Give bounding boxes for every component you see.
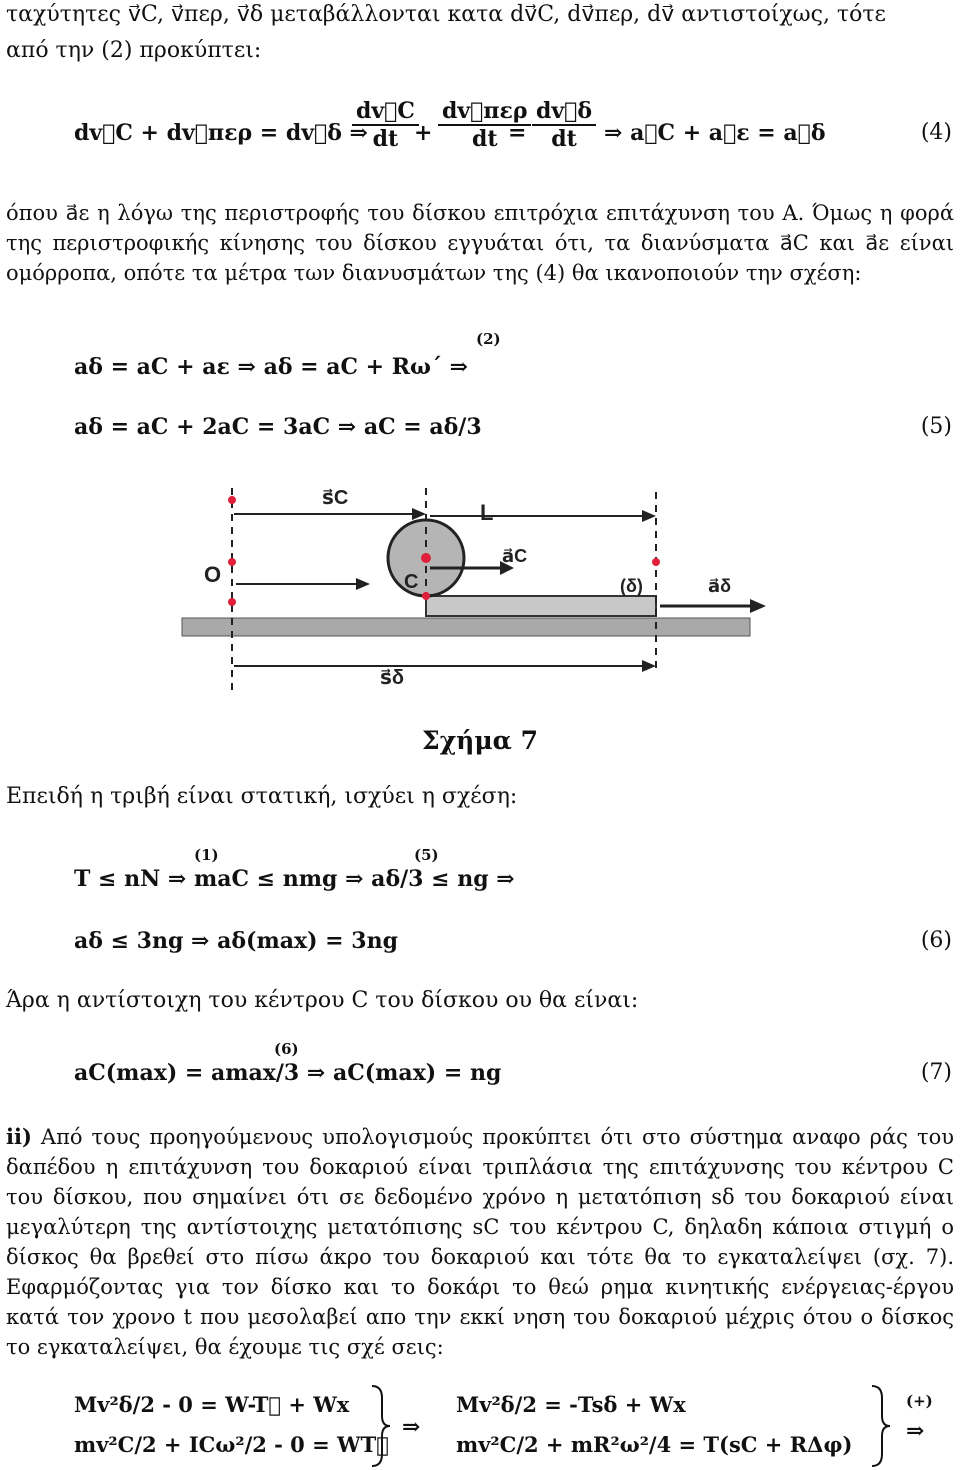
eq6-ref-1: (1) xyxy=(194,846,219,864)
eq7-number: (7) xyxy=(920,1060,952,1085)
label-aC: a⃗C xyxy=(502,546,528,566)
eq4-equals: = xyxy=(508,120,527,146)
label-L: L xyxy=(480,500,494,525)
eq7-ref-6: (6) xyxy=(274,1040,299,1058)
label-O: O xyxy=(204,562,222,587)
eq4-fraction-1 xyxy=(352,98,419,152)
fraction-numerator: dv⃗περ xyxy=(438,98,531,126)
arrowhead-sdelta xyxy=(642,660,656,672)
arrowhead-adelta xyxy=(750,599,766,613)
point-origin-low xyxy=(228,598,236,606)
plank xyxy=(426,596,656,616)
paragraph-ii-body: Από τους προηγούμενους υπολογισμούς προκύπτει ότι στο σύστημα αναφο ράς του δαπέδου η επιτάχυνση του δοκαριού είναι τριπλάσια της επιτάχυνσης του κέντρου C του δίσκου, που σημαίνει ότι σε δεδομένο χρόνο η μετατόπιση sδ του δοκαριού είναι μεγαλύτερη της αντίστοιχης μετατόπισης sC του κέντρου C, δηλαδη κάποια στιγμή ο δίσκος θα βρεθεί στο πίσω άκρο του δοκαριού και τότε θα το εγκαταλείψει (σχ. 7). Εφαρμόζοντας για τον δίσκο και το δοκάρι το θεώ ρημα κινητικής ενέργειας-έργου κατά τον χρονο t που μεσολαβεί απο την εκκί νηση του δοκαριού μέχρις ότου ο δίσκος το εγκαταλείψει, θα έχουμε τις σχέ σεις: xyxy=(6,1125,954,1359)
text-line-velocities: ταχύτητες v⃗C, v⃗περ, v⃗δ μεταβάλλονται κατα dv⃗C, dv⃗περ, dv⃗ αντιστοίχως, τότε xyxy=(6,2,886,27)
system-implies-1: ⇒ xyxy=(402,1414,421,1440)
arrowhead-L xyxy=(642,510,656,522)
system-implies-2: ⇒ xyxy=(906,1418,925,1444)
system2-eq2: mv²C/2 + mR²ω²/4 = T(sC + RΔφ) xyxy=(456,1432,853,1457)
paragraph-tangential-acceleration: όπου a⃗ε η λόγω της περιστροφής του δίσκου επιτρόχια επιτάχυνση του Α. Όμως η φορά της περιστροφικής κίνησης του δίσκου εγγυάται ότι, τα διανύσματα a⃗C και a⃗ε είναι ομόρροπα, οπότε τα μέτρα των διανυσμάτων της (4) θα ικανοποιούν την σχέση: xyxy=(6,201,954,285)
arrowhead-sC xyxy=(412,508,426,520)
system1-eq2: mv²C/2 + ICω²/2 - 0 = WT⃗ xyxy=(74,1432,389,1457)
text-line-static-friction: Επειδή η τριβή είναι στατική, ισχύει η σχέση: xyxy=(6,784,518,809)
eq4-right: ⇒ a⃗C + a⃗ε = a⃗δ xyxy=(604,120,826,146)
system-star-ref: (+) xyxy=(906,1392,933,1410)
eq7: aC(max) = amax/3 ⇒ aC(max) = ng xyxy=(74,1060,502,1086)
label-delta: (δ) xyxy=(620,576,643,596)
eq6-inequality-chain: T ≤ nN ⇒ maC ≤ nmg ⇒ aδ/3 ≤ ng ⇒ xyxy=(74,866,515,892)
fraction-denominator: dt xyxy=(372,126,399,152)
text-line-from-eq2: από την (2) προκύπτει: xyxy=(6,38,262,63)
system2-brace xyxy=(868,1384,892,1468)
ground-surface xyxy=(182,618,750,636)
text-line-center-max: Άρα η αντίστοιχη του κέντρου C του δίσκου ου θα είναι: xyxy=(6,988,639,1013)
eq4-number: (4) xyxy=(920,120,952,145)
system1-eq1: Mv²δ/2 - 0 = W-T⃗ + Wx xyxy=(74,1392,350,1417)
point-origin-mid xyxy=(228,558,236,566)
paragraph-ii-label: ii) xyxy=(6,1124,32,1149)
eq6-ref-5: (5) xyxy=(414,846,439,864)
point-origin-top xyxy=(228,496,236,504)
point-contact xyxy=(422,592,430,600)
eq5-number: (5) xyxy=(920,414,952,439)
eq5: aδ = aC + 2aC = 3aC ⇒ aC = aδ/3 xyxy=(74,414,482,440)
arrowhead-ground-left xyxy=(356,578,370,590)
eq-acceleration-sum: aδ = aC + aε ⇒ aδ = aC + Rω΄ ⇒ xyxy=(74,354,469,380)
figure-7-diagram xyxy=(180,470,770,700)
fraction-numerator: dv⃗C xyxy=(352,98,419,126)
paragraph-ii xyxy=(6,1122,954,1362)
eq6-number: (6) xyxy=(920,928,952,953)
eq4-left: dv⃗C + dv⃗περ = dv⃗δ ⇒ xyxy=(74,120,368,146)
fraction-numerator: dv⃗δ xyxy=(532,98,596,126)
system2-eq1: Mv²δ/2 = -Tsδ + Wx xyxy=(456,1392,686,1417)
label-sdelta: s⃗δ xyxy=(380,667,405,689)
fraction-denominator: dt xyxy=(551,126,577,152)
eq-ref-2: (2) xyxy=(476,330,501,348)
eq4-fraction-3 xyxy=(532,98,596,152)
label-sC: s⃗C xyxy=(322,487,349,509)
label-adelta: a⃗δ xyxy=(708,576,732,596)
system1-brace xyxy=(368,1384,392,1468)
point-disk-center xyxy=(421,553,431,563)
figure-caption: Σχήμα 7 xyxy=(422,726,538,755)
eq6: aδ ≤ 3ng ⇒ aδ(max) = 3ng xyxy=(74,928,398,954)
point-plank-end xyxy=(652,558,660,566)
label-C: C xyxy=(404,571,419,593)
eq4-plus: + xyxy=(414,120,433,146)
fraction-denominator: dt xyxy=(471,126,498,152)
